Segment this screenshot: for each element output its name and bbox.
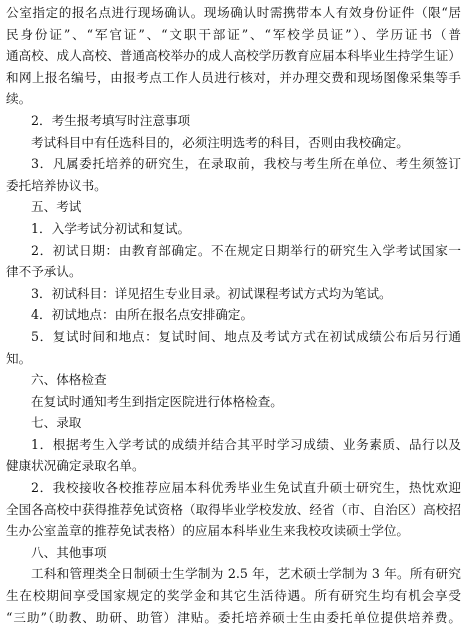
text-line: 通高校、成人高校、普通高校举办的成人高校学历教育应届本科毕业生持学生证） [6,48,461,64]
text-line: 续。 [6,91,32,107]
text-line: 3．凡属委托培养的研究生，在录取前，我校与考生所在单位、考生须签订 [31,156,461,172]
text-line: 全国各高校中获得推荐免试资格（取得毕业学校发放、经省（市、自治区）高校招 [6,501,461,517]
text-line: 健康状况确定录取名单。 [6,458,145,474]
text-line: 公室指定的报名点进行现场确认。现场确认时需携带本人有效身份证件（限“居 [6,5,461,20]
text-line: 律不予承认。 [6,264,82,280]
document-text [6,2,461,628]
text-line: 2．考生报考填写时注意事项 [31,112,191,128]
text-line: 1．入学考试分初试和复试。 [31,220,191,236]
text-line: 5．复试时间和地点：复试时间、地点及考试方式在初试成绩公布后另行通 [31,328,461,344]
text-line: 五、考试 [31,199,82,215]
text-line: 在复试时通知考生到指定医院进行体格检查。 [31,393,283,409]
text-line: 委托培养协议书。 [6,177,107,193]
text-line: 六、体格检查 [31,372,107,388]
text-line: 生办公室盖章的推荐免试表格）的应届本科毕业生来我校攻读硕士学位。 [6,523,409,539]
text-line: 考试科目中有任选科目的，必须注明选考的科目，否则由我校确定。 [31,134,409,150]
text-line: 知。 [6,350,32,366]
text-line: 生在校期间享受国家规定的奖学金和其它生活待遇。所有研究生均有机会享受 [6,588,461,604]
text-line: 工科和管理类全日制硕士生学制为 2.5 年，艺术硕士学制为 3 年。所有研究 [31,566,461,582]
text-line: 3．初试科目：详见招生专业目录。初试课程考试方式均为笔试。 [31,285,392,301]
text-line: 4．初试地点：由所在报名点安排确定。 [31,307,254,323]
text-line: 和网上报名编号，由报考点工作人员进行核对，并办理交费和现场图像采集等手 [6,69,461,85]
text-line: “三助”（助教、助研、助管）津贴。委托培养硕士生由委托单位提供培养费。 [6,609,461,625]
text-line: 2．我校接收各校推荐应届本科优秀毕业生免试直升硕士研究生，热忱欢迎 [31,480,461,496]
text-line: 七、录取 [31,415,82,431]
text-line: 八、其他事项 [31,544,107,560]
text-line: 民身份证”、“军官证”、“文职干部证”、“军校学员证”）、学历证书（普 [6,26,461,42]
text-line: 2．初试日期：由教育部确定。不在规定日期举行的研究生入学考试国家一 [31,242,461,258]
text-line: 1．根据考生入学考试的成绩并结合其平时学习成绩、业务素质、品行以及 [31,436,461,452]
